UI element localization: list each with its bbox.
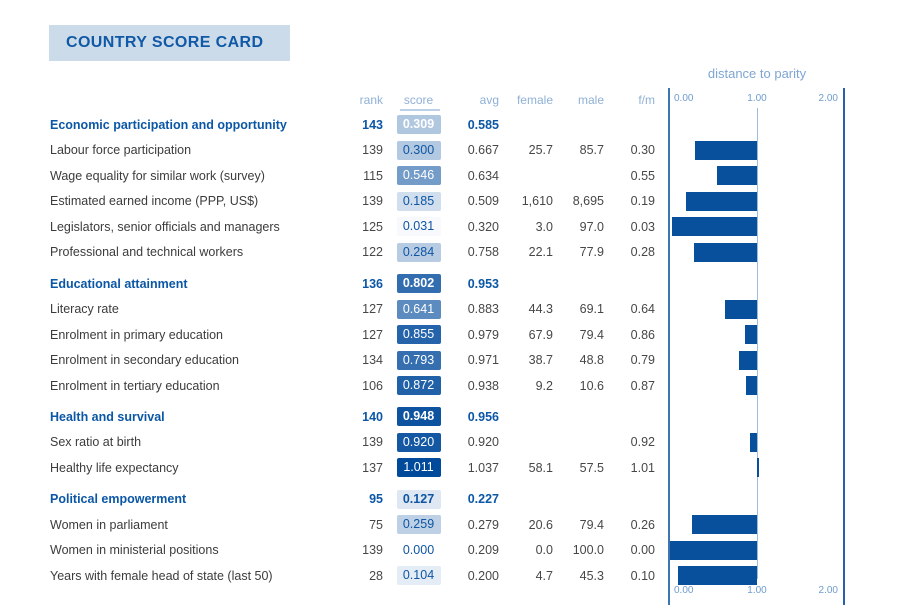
fm-cell: 0.26 [630, 517, 655, 532]
avg-cell: 0.953 [467, 276, 499, 291]
row-label: Literacy rate [50, 302, 119, 317]
indicator-row [0, 240, 660, 266]
score-badge: 1.011 [397, 458, 441, 477]
male-cell: 69.1 [579, 302, 604, 317]
score-cell [383, 325, 454, 344]
score-badge: 0.793 [397, 351, 441, 370]
male-cell: 97.0 [579, 219, 604, 234]
axis-tick-label: 1.00 [747, 93, 767, 104]
female-cell: 58.1 [528, 460, 553, 475]
rank-cell: 115 [363, 168, 383, 183]
score-badge: 0.300 [397, 141, 441, 160]
male-cell: 45.3 [579, 568, 604, 583]
axis-line-zero [668, 88, 670, 605]
rank-cell: 136 [362, 276, 383, 291]
rank-cell: 139 [362, 143, 383, 158]
avg-cell: 0.971 [467, 353, 499, 368]
parity-bar [678, 566, 757, 585]
fm-cell: 0.19 [630, 194, 655, 209]
column-header-male: male [577, 93, 604, 107]
fm-cell: 0.55 [630, 168, 655, 183]
male-cell: 57.5 [579, 460, 604, 475]
chart-title: distance to parity [707, 66, 807, 81]
indicator-row [0, 189, 660, 215]
row-label: Political empowerment [50, 492, 187, 507]
rank-cell: 140 [362, 409, 383, 424]
indicator-row [0, 138, 660, 164]
row-label: Labour force participation [50, 143, 192, 158]
row-label: Enrolment in primary education [50, 327, 223, 342]
rank-cell: 143 [362, 117, 383, 132]
score-table [0, 112, 660, 588]
row-label: Sex ratio at birth [50, 435, 142, 450]
score-cell [383, 458, 454, 477]
score-badge: 0.546 [397, 166, 441, 185]
section-header-row [0, 486, 660, 512]
fm-cell: 0.86 [630, 327, 655, 342]
avg-cell: 0.209 [467, 543, 499, 558]
row-label: Professional and technical workers [50, 245, 244, 260]
indicator-row [0, 214, 660, 240]
indicator-row [0, 430, 660, 456]
avg-cell: 0.956 [467, 409, 499, 424]
male-cell: 79.4 [579, 517, 604, 532]
parity-bar [692, 515, 757, 534]
score-badge: 0.284 [397, 243, 441, 262]
fm-cell: 0.10 [630, 568, 655, 583]
score-badge: 0.641 [397, 300, 441, 319]
axis-tick-label: 0.00 [674, 585, 694, 596]
parity-bar [750, 433, 757, 452]
row-label: Women in parliament [50, 517, 168, 532]
column-headers [0, 93, 660, 107]
row-label: Enrolment in secondary education [50, 353, 240, 368]
male-cell: 100.0 [572, 543, 604, 558]
avg-cell: 0.758 [467, 245, 499, 260]
score-badge: 0.855 [397, 325, 441, 344]
parity-bar [672, 217, 757, 236]
fm-cell: 0.30 [630, 143, 655, 158]
indicator-row [0, 512, 660, 538]
distance-to-parity-chart [668, 88, 846, 605]
rank-cell: 125 [362, 219, 383, 234]
row-label: Estimated earned income (PPP, US$) [50, 194, 259, 209]
score-cell [383, 300, 454, 319]
score-cell [383, 433, 454, 452]
parity-bar [686, 192, 757, 211]
column-header-rank: rank [359, 93, 383, 107]
score-badge: 0.309 [397, 115, 441, 134]
score-cell [383, 515, 454, 534]
score-column-underline [400, 109, 440, 111]
score-badge: 0.031 [397, 217, 441, 236]
score-cell [383, 407, 454, 426]
fm-cell: 0.03 [630, 219, 655, 234]
rank-cell: 75 [369, 517, 383, 532]
parity-bar [669, 541, 757, 560]
parity-bar [739, 351, 757, 370]
score-badge: 0.802 [397, 274, 441, 293]
indicator-row [0, 537, 660, 563]
rank-cell: 139 [362, 543, 383, 558]
rank-cell: 95 [369, 492, 383, 507]
row-label: Health and survival [50, 409, 165, 424]
column-header-score: score [403, 93, 434, 107]
fm-cell: 0.64 [630, 302, 655, 317]
rank-cell: 122 [362, 245, 383, 260]
score-cell [383, 376, 454, 395]
row-label: Healthy life expectancy [50, 460, 179, 475]
female-cell: 9.2 [535, 378, 553, 393]
rank-cell: 106 [362, 378, 383, 393]
male-cell: 48.8 [579, 353, 604, 368]
score-badge: 0.104 [397, 566, 441, 585]
axis-tick-label: 2.00 [818, 93, 838, 104]
column-header-fm: f/m [638, 93, 655, 107]
parity-bar [746, 376, 757, 395]
parity-gridline [757, 108, 758, 579]
parity-bar [717, 166, 757, 185]
score-cell [383, 243, 454, 262]
rank-cell: 139 [362, 194, 383, 209]
score-badge: 0.920 [397, 433, 441, 452]
male-cell: 8,695 [572, 194, 604, 209]
score-cell [383, 274, 454, 293]
score-badge: 0.259 [397, 515, 441, 534]
row-label: Economic participation and opportunity [50, 117, 287, 132]
score-badge: 0.872 [397, 376, 441, 395]
section-header-row [0, 271, 660, 297]
rank-cell: 139 [362, 435, 383, 450]
score-cell [383, 166, 454, 185]
female-cell: 0.0 [535, 543, 553, 558]
indicator-row [0, 373, 660, 399]
score-cell [383, 541, 454, 560]
avg-cell: 0.509 [467, 194, 499, 209]
fm-cell: 0.00 [630, 543, 655, 558]
female-cell: 44.3 [528, 302, 553, 317]
score-cell [383, 192, 454, 211]
column-header-avg: avg [479, 93, 499, 107]
avg-cell: 0.634 [467, 168, 499, 183]
fm-cell: 0.28 [630, 245, 655, 260]
fm-cell: 0.87 [630, 378, 655, 393]
indicator-row [0, 563, 660, 589]
avg-cell: 1.037 [467, 460, 499, 475]
fm-cell: 0.79 [630, 353, 655, 368]
avg-cell: 0.585 [467, 117, 499, 132]
female-cell: 22.1 [528, 245, 553, 260]
score-cell [383, 115, 454, 134]
female-cell: 38.7 [528, 353, 553, 368]
female-cell: 20.6 [528, 517, 553, 532]
row-label: Years with female head of state (last 50) [50, 568, 273, 583]
male-cell: 77.9 [579, 245, 604, 260]
axis-line-two [843, 88, 845, 605]
male-cell: 85.7 [579, 143, 604, 158]
avg-cell: 0.200 [467, 568, 499, 583]
row-label: Wage equality for similar work (survey) [50, 168, 265, 183]
rank-cell: 137 [362, 460, 383, 475]
rank-cell: 28 [369, 568, 383, 583]
indicator-row [0, 455, 660, 481]
female-cell: 25.7 [528, 143, 553, 158]
fm-cell: 0.92 [630, 435, 655, 450]
parity-bar [695, 141, 757, 160]
parity-bar [757, 458, 759, 477]
rank-cell: 127 [362, 327, 383, 342]
parity-bar [694, 243, 757, 262]
female-cell: 67.9 [528, 327, 553, 342]
avg-cell: 0.320 [467, 219, 499, 234]
score-badge: 0.948 [397, 407, 441, 426]
axis-tick-label: 2.00 [818, 585, 838, 596]
female-cell: 1,610 [521, 194, 553, 209]
indicator-row [0, 163, 660, 189]
score-cell [383, 217, 454, 236]
score-cell [383, 490, 454, 509]
avg-cell: 0.279 [467, 517, 499, 532]
avg-cell: 0.667 [467, 143, 499, 158]
score-cell [383, 351, 454, 370]
indicator-row [0, 347, 660, 373]
row-label: Women in ministerial positions [50, 543, 219, 558]
male-cell: 10.6 [579, 378, 604, 393]
rank-cell: 127 [362, 302, 383, 317]
avg-cell: 0.979 [467, 327, 499, 342]
avg-cell: 0.227 [467, 492, 499, 507]
male-cell: 79.4 [579, 327, 604, 342]
row-label: Legislators, senior officials and managers [50, 219, 280, 234]
parity-bar [745, 325, 757, 344]
avg-cell: 0.920 [467, 435, 499, 450]
axis-tick-label: 1.00 [747, 585, 767, 596]
avg-cell: 0.883 [467, 302, 499, 317]
score-cell [383, 141, 454, 160]
section-header-row [0, 404, 660, 430]
score-badge: 0.000 [397, 541, 441, 560]
axis-tick-label: 0.00 [674, 93, 694, 104]
column-header-female: female [516, 93, 553, 107]
parity-bar [725, 300, 757, 319]
female-cell: 4.7 [535, 568, 553, 583]
fm-cell: 1.01 [630, 460, 655, 475]
row-label: Educational attainment [50, 276, 188, 291]
score-badge: 0.185 [397, 192, 441, 211]
rank-cell: 134 [362, 353, 383, 368]
score-cell [383, 566, 454, 585]
female-cell: 3.0 [535, 219, 553, 234]
page-title: COUNTRY SCORE CARD [49, 25, 290, 61]
score-badge: 0.127 [397, 490, 441, 509]
row-label: Enrolment in tertiary education [50, 378, 220, 393]
section-header-row [0, 112, 660, 138]
avg-cell: 0.938 [467, 378, 499, 393]
indicator-row [0, 296, 660, 322]
indicator-row [0, 322, 660, 348]
